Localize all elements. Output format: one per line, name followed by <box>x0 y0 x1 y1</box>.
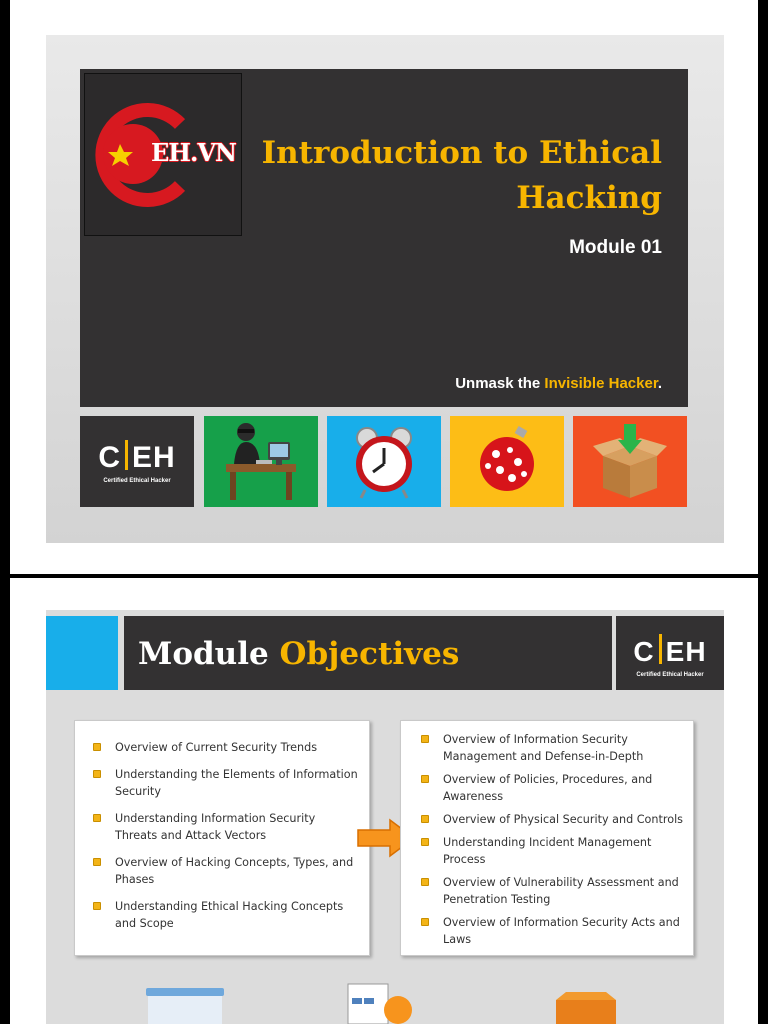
title-slide <box>46 35 724 543</box>
logo-text: EH.VN <box>151 138 236 167</box>
title-line-1: Introduction to Ethical <box>261 135 662 171</box>
bullet-icon <box>93 743 101 751</box>
ceh-letters-eh: EH <box>131 441 176 474</box>
bullet-icon <box>421 838 429 846</box>
bullet-icon <box>421 775 429 783</box>
module-number: Module 01 <box>569 237 662 258</box>
objectives-left-box <box>74 720 370 956</box>
list-item <box>93 739 359 756</box>
download-box-icon <box>573 416 687 507</box>
ceh-subtitle: Certified Ethical Hacker <box>636 672 704 678</box>
tile-box <box>573 416 687 507</box>
list-item <box>421 834 683 868</box>
objective-text: Understanding the Elements of Information Security <box>115 768 358 798</box>
page-1 <box>10 0 758 574</box>
objectives-right-box <box>400 720 694 956</box>
bullet-icon <box>421 815 429 823</box>
ornament-ball-icon <box>450 416 564 507</box>
objective-text: Overview of Policies, Procedures, and Awareness <box>443 773 653 803</box>
bullet-icon <box>93 814 101 822</box>
list-item <box>93 898 359 932</box>
title-line-2: Hacking <box>516 180 662 216</box>
ceh-subtitle: Certified Ethical Hacker <box>103 478 171 484</box>
tile-ceh <box>80 416 194 507</box>
tile-clock <box>327 416 441 507</box>
ceh-bar <box>659 634 662 664</box>
bullet-icon <box>421 918 429 926</box>
list-item <box>93 810 359 844</box>
list-item <box>421 771 683 805</box>
bullet-icon <box>93 902 101 910</box>
alarm-clock-icon <box>327 416 441 507</box>
header-bar <box>124 616 612 690</box>
ehvn-logo <box>84 73 242 236</box>
objective-text: Overview of Physical Security and Controls <box>443 813 684 826</box>
ceh-bar <box>125 440 128 470</box>
slide-title <box>232 131 662 221</box>
objective-text: Overview of Hacking Concepts, Types, and Phases <box>115 856 354 886</box>
tagline-end: . <box>657 375 662 392</box>
list-item <box>421 874 683 908</box>
bullet-icon <box>421 878 429 886</box>
list-item <box>421 731 683 765</box>
objectives-right-list <box>421 731 683 948</box>
tile-ornament <box>450 416 564 507</box>
spreadsheet-icon <box>342 980 422 1024</box>
tagline-highlight: Invisible Hacker <box>544 375 658 392</box>
objective-text: Overview of Current Security Trends <box>115 741 318 754</box>
objective-text: Understanding Information Security Threats and Attack Vectors <box>115 812 316 842</box>
list-item <box>93 766 359 800</box>
title-panel <box>80 69 688 407</box>
slide-heading <box>138 636 459 672</box>
heading-part-1: Module <box>138 636 280 672</box>
objective-text: Overview of Vulnerability Assessment and Penetration Testing <box>443 876 679 906</box>
tagline-text: Unmask the <box>455 375 545 392</box>
ceh-letter-c: C <box>633 636 655 667</box>
list-item <box>421 811 683 828</box>
ceh-logo-icon <box>80 440 194 475</box>
bullet-icon <box>93 858 101 866</box>
bullet-icon <box>421 735 429 743</box>
objectives-left-list <box>93 739 359 932</box>
objective-text: Understanding Incident Management Process <box>443 836 652 866</box>
bullet-icon <box>93 770 101 778</box>
tagline <box>455 375 662 392</box>
heading-part-2: Objectives <box>279 636 460 672</box>
objective-text: Overview of Information Security Acts and Laws <box>443 916 680 946</box>
objective-text: Understanding Ethical Hacking Concepts and Scope <box>115 900 344 930</box>
objectives-slide <box>46 610 724 1024</box>
ceh-letter-c: C <box>98 441 121 474</box>
document-stack-icon <box>144 986 226 1024</box>
ceh-letters-eh: EH <box>665 636 707 667</box>
blue-accent-square <box>46 616 118 690</box>
folder-icon <box>546 990 626 1024</box>
ceh-header-logo <box>616 616 724 690</box>
page-2 <box>10 578 758 1024</box>
ceh-logo-icon <box>616 634 724 668</box>
tile-hacker <box>204 416 318 507</box>
objective-text: Overview of Information Security Management and Defense-in-Depth <box>443 733 644 763</box>
list-item <box>93 854 359 888</box>
hacker-at-computer-icon <box>204 416 318 507</box>
list-item <box>421 914 683 948</box>
